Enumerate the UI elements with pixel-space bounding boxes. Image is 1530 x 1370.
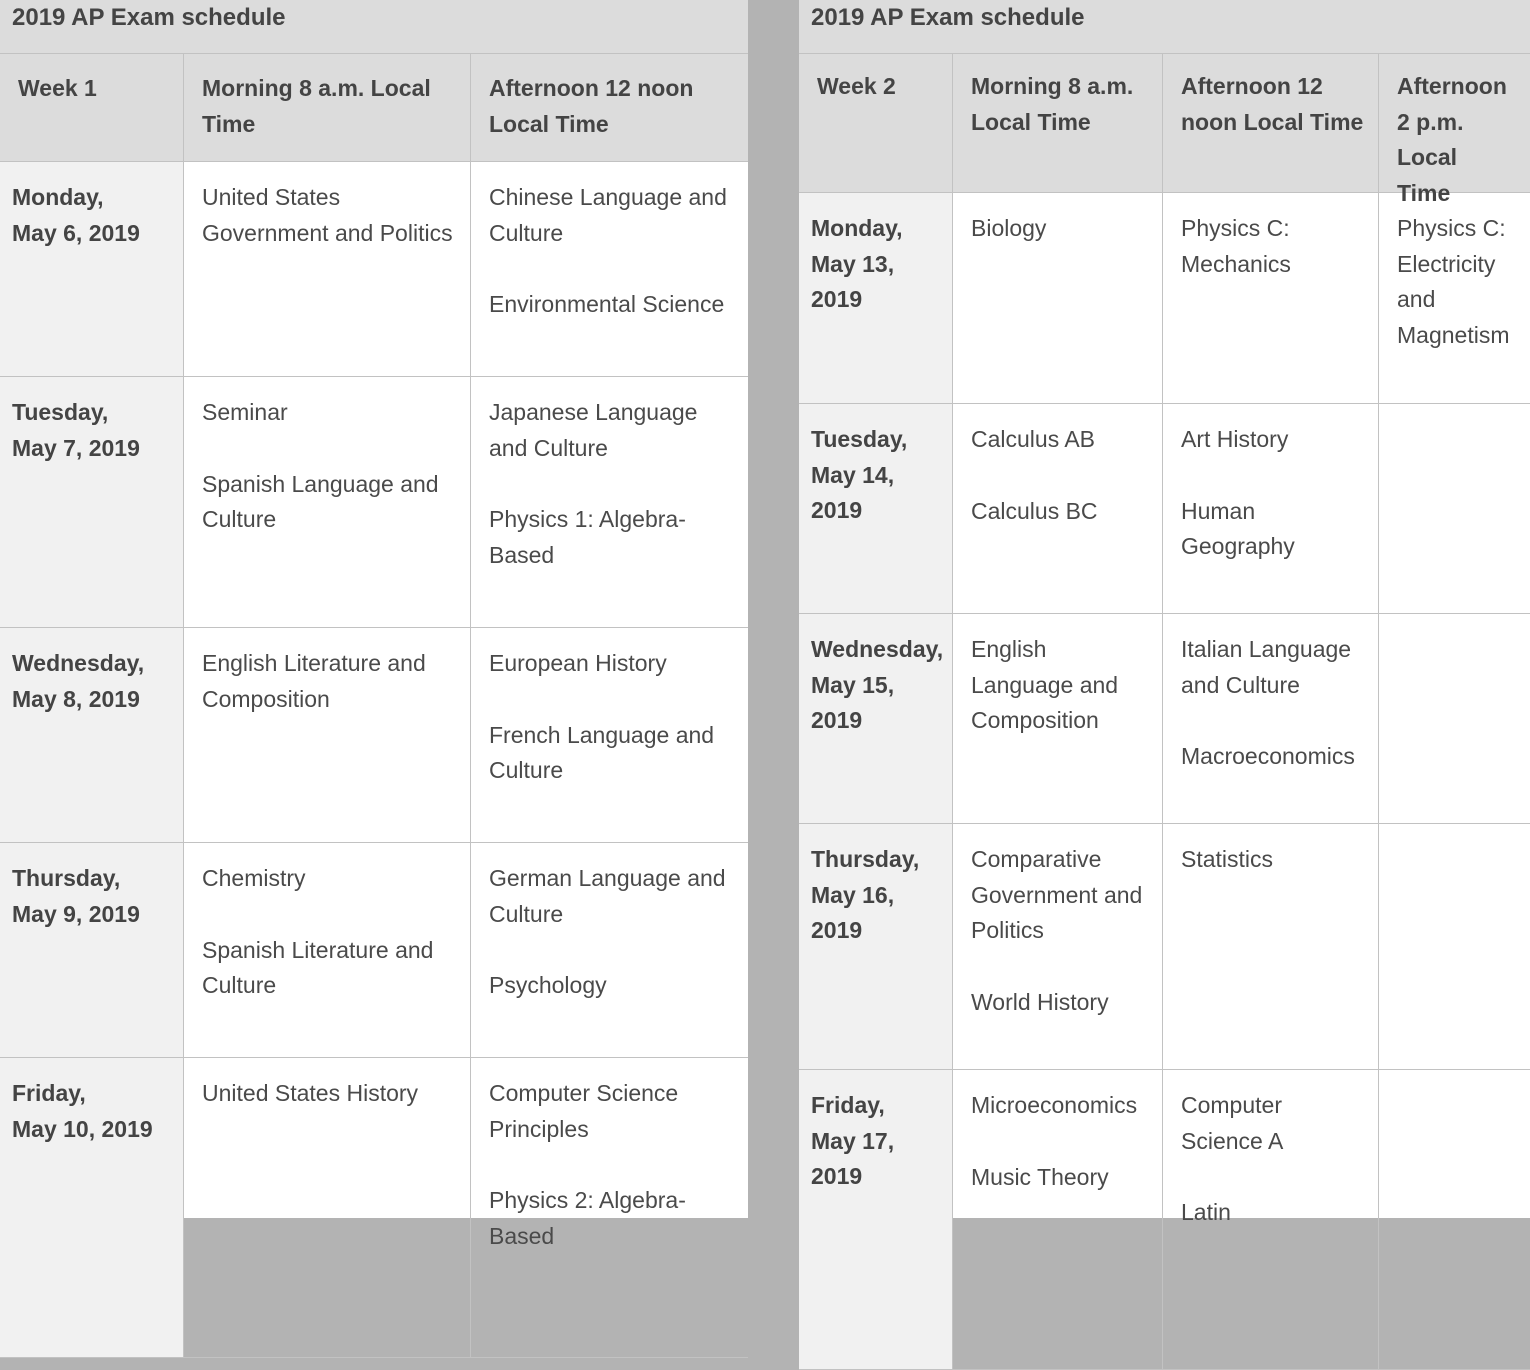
exam-name: Microeconomics: [971, 1092, 1138, 1118]
schedule-grid: [0, 54, 748, 1358]
exam-name: Japanese Language and Culture: [489, 399, 698, 461]
exam-name: Chinese Language and Culture: [489, 184, 727, 246]
table-caption: 2019 AP Exam schedule: [799, 0, 1530, 54]
exam-name: Latin: [1181, 1199, 1231, 1225]
exam-name: Calculus BC: [971, 497, 1098, 524]
exam-name: Physics C: Electricity and Magnetism: [1397, 215, 1510, 348]
day-cell: [799, 614, 953, 824]
column-header: Week 2: [799, 54, 953, 193]
morning-exams-cell: [953, 614, 1163, 824]
day-name: Thursday,: [811, 846, 920, 872]
day-cell: [799, 1070, 953, 1370]
exam-date: May 17, 2019: [811, 1127, 895, 1189]
day-cell: [799, 404, 953, 614]
day-name: Monday,: [12, 184, 104, 210]
exam-name: Italian Language and Culture: [1181, 636, 1352, 698]
afternoon-exams-cell: [471, 162, 748, 377]
exam-name: Statistics: [1181, 846, 1274, 872]
day-cell: [0, 628, 184, 843]
week-2-schedule-table: [799, 0, 1530, 1225]
morning-exams-cell: [953, 1070, 1163, 1370]
exam-name: French Language and Culture: [489, 721, 715, 783]
column-header: Afternoon 12 noon Local Time: [471, 54, 748, 162]
exam-date: May 13, 2019: [811, 250, 895, 312]
table-caption: 2019 AP Exam schedule: [0, 0, 748, 54]
exam-date: May 8, 2019: [12, 685, 140, 712]
day-name: Tuesday,: [811, 426, 908, 452]
column-header: Week 1: [0, 54, 184, 162]
morning-exams-cell: [184, 1058, 471, 1358]
day-cell: [0, 843, 184, 1058]
day-cell: [799, 193, 953, 404]
afternoon-exams-cell: [471, 628, 748, 843]
day-cell: [799, 824, 953, 1070]
exam-name: Seminar: [202, 399, 288, 425]
exam-name: Environmental Science: [489, 291, 725, 317]
afternoon-exams-cell: [1163, 404, 1379, 614]
day-name: Friday,: [12, 1080, 86, 1106]
exam-name: Music Theory: [971, 1163, 1109, 1190]
exam-name: Spanish Language and Culture: [202, 470, 439, 532]
exam-name: Comparative Government and Politics: [971, 846, 1143, 943]
morning-exams-cell: [953, 193, 1163, 404]
exam-date: May 10, 2019: [12, 1115, 153, 1142]
morning-exams-cell: [184, 377, 471, 628]
exam-date: May 6, 2019: [12, 219, 140, 246]
morning-exams-cell: [184, 843, 471, 1058]
afternoon-exams-cell: [1163, 824, 1379, 1070]
exam-name: Chemistry: [202, 865, 306, 891]
morning-exams-cell: [953, 404, 1163, 614]
afternoon-exams-cell: [471, 1058, 748, 1358]
day-name: Wednesday,: [811, 636, 944, 662]
afternoon-exams-cell: [1163, 193, 1379, 404]
exam-date: May 15, 2019: [811, 671, 895, 733]
exam-name: World History: [971, 988, 1109, 1015]
exam-name: Macroeconomics: [1181, 743, 1355, 769]
exam-name: European History: [489, 650, 667, 676]
exam-name: Human Geography: [1181, 497, 1295, 559]
exam-name: English Language and Composition: [971, 636, 1119, 733]
afternoon2-exams-cell: [1379, 1070, 1530, 1370]
afternoon-exams-cell: [1163, 614, 1379, 824]
day-name: Friday,: [811, 1092, 885, 1118]
afternoon2-exams-cell: [1379, 404, 1530, 614]
afternoon-exams-cell: [1163, 1070, 1379, 1370]
morning-exams-cell: [953, 824, 1163, 1070]
exam-name: Art History: [1181, 426, 1289, 452]
day-cell: [0, 1058, 184, 1358]
exam-date: May 9, 2019: [12, 900, 140, 927]
day-name: Thursday,: [12, 865, 121, 891]
afternoon-exams-cell: [471, 377, 748, 628]
column-header: Afternoon 2 p.m. Local Time: [1379, 54, 1530, 193]
afternoon2-exams-cell: [1379, 614, 1530, 824]
day-name: Tuesday,: [12, 399, 109, 425]
morning-exams-cell: [184, 628, 471, 843]
exam-name: Physics 2: Algebra-Based: [489, 1187, 686, 1249]
exam-name: United States Government and Politics: [202, 184, 453, 246]
exam-name: Biology: [971, 215, 1047, 241]
afternoon2-exams-cell: [1379, 193, 1530, 404]
column-header: Afternoon 12 noon Local Time: [1163, 54, 1379, 193]
day-cell: [0, 377, 184, 628]
exam-name: Psychology: [489, 972, 607, 998]
schedule-grid: [799, 54, 1530, 1370]
exam-name: Calculus AB: [971, 426, 1096, 452]
exam-date: May 14, 2019: [811, 461, 895, 523]
exam-date: May 7, 2019: [12, 434, 140, 461]
day-name: Wednesday,: [12, 650, 145, 676]
exam-name: Computer Science Principles: [489, 1080, 679, 1142]
exam-name: English Literature and Composition: [202, 650, 426, 712]
column-header: Morning 8 a.m. Local Time: [184, 54, 471, 162]
day-cell: [0, 162, 184, 377]
exam-name: Spanish Literature and Culture: [202, 936, 434, 998]
column-header: Morning 8 a.m. Local Time: [953, 54, 1163, 193]
day-name: Monday,: [811, 215, 903, 241]
exam-name: Physics C: Mechanics: [1181, 215, 1291, 277]
week-1-schedule-table: [0, 0, 748, 1249]
afternoon2-exams-cell: [1379, 824, 1530, 1070]
exam-name: Physics 1: Algebra-Based: [489, 506, 686, 568]
exam-name: Computer Science A: [1181, 1092, 1284, 1154]
exam-name: United States History: [202, 1080, 419, 1106]
afternoon-exams-cell: [471, 843, 748, 1058]
exam-date: May 16, 2019: [811, 881, 895, 943]
exam-name: German Language and Culture: [489, 865, 726, 927]
morning-exams-cell: [184, 162, 471, 377]
